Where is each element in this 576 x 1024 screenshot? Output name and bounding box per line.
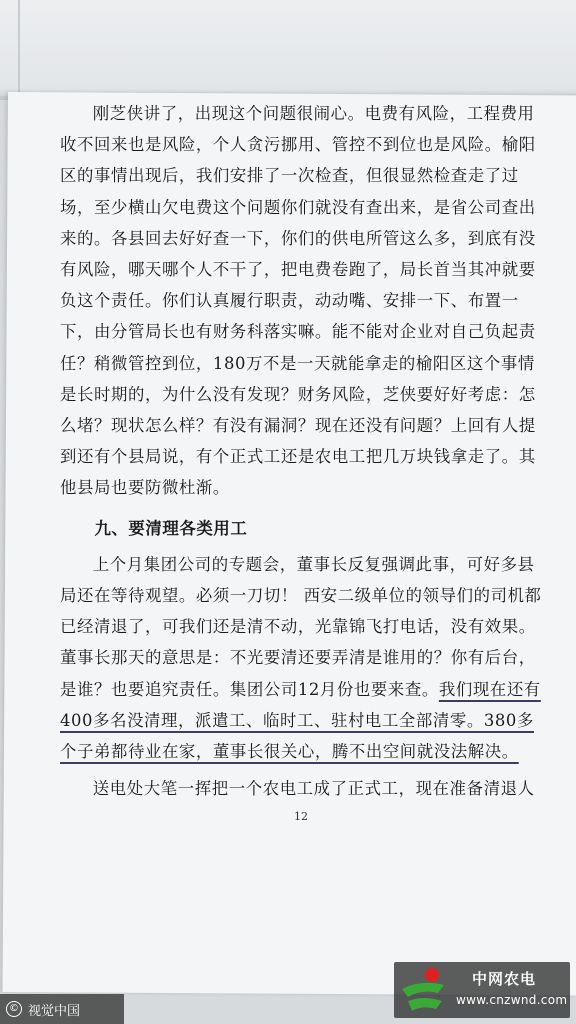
paragraph-2-text: 上个月集团公司的专题会，董事长反复强调此事，可好多县局还在等待观望。必须一刀切！ 西安二级单位的领导们的司机都已经清退了，可我们还是清不动，光靠锦飞打电话，没有效果。董事长那天的意思是：不光要清还要弄清是谁用的？你有后台，是谁？也要追究责任。集团公司12月份也要来查。 (60, 554, 542, 699)
paragraph-3: 送电处大笔一挥把一个农电工成了正式工，现在准备清退人 (92, 779, 535, 799)
watermark-right-url: www.cnzwnd.com (456, 993, 568, 1007)
copyright-icon: © (6, 1001, 22, 1017)
cnzwnd-logo-icon (398, 965, 454, 1015)
paper-fold-line (18, 0, 20, 96)
page-number: 12 (294, 810, 308, 823)
background-desk (0, 0, 576, 96)
watermark-left-text: 视觉中国 (28, 1003, 81, 1019)
document-body (60, 98, 550, 804)
watermark-visual-china (0, 994, 124, 1024)
section-heading: 九、要清理各类用工 (94, 518, 248, 538)
paragraph-2 (60, 549, 550, 767)
watermark-right-name: 中网农电 (472, 970, 537, 988)
paragraph-1: 刚芝侠讲了，出现这个问题很闹心。电费有风险，工程费用收不回来也是风险，个人贪污挪用、管控不到位也是风险。榆阳区的事情出现后，我们安排了一次检查，但很显然检查走了过场，至少横山欠电费这个问题你们就没有查出来，是省公司查出来的。各县回去好好查一下，你们的供电所管这么多，到底有没有风险，哪天哪个人不干了，把电费卷跑了，局长首当其冲就要负这个责任。你们认真履行职责，动动嘴、安排一下、布置一下，由分管局长也有财务科落实嘛。能不能对企业对自己负起责任？稍微管控到位，180万不是一天就能拿走的榆阳区这个事情是长时期的，为什么没有发现？财务风险，芝侠要好好考虑：怎么堵？现状怎么样？有没有漏洞？现在还没有问题？上回有人提到还有个县局说，有个正式工还是农电工把几万块钱拿走了。其他县局也要防微杜渐。 (60, 104, 536, 498)
watermark-cnzwnd (394, 962, 570, 1018)
underlined-text: 我们现在还有400多名没清理，派遣工、临时工、驻村电工全部清零。380多个子弟都待业在家，董事长很关心，腾不出空间就没法解决。 (60, 679, 541, 762)
